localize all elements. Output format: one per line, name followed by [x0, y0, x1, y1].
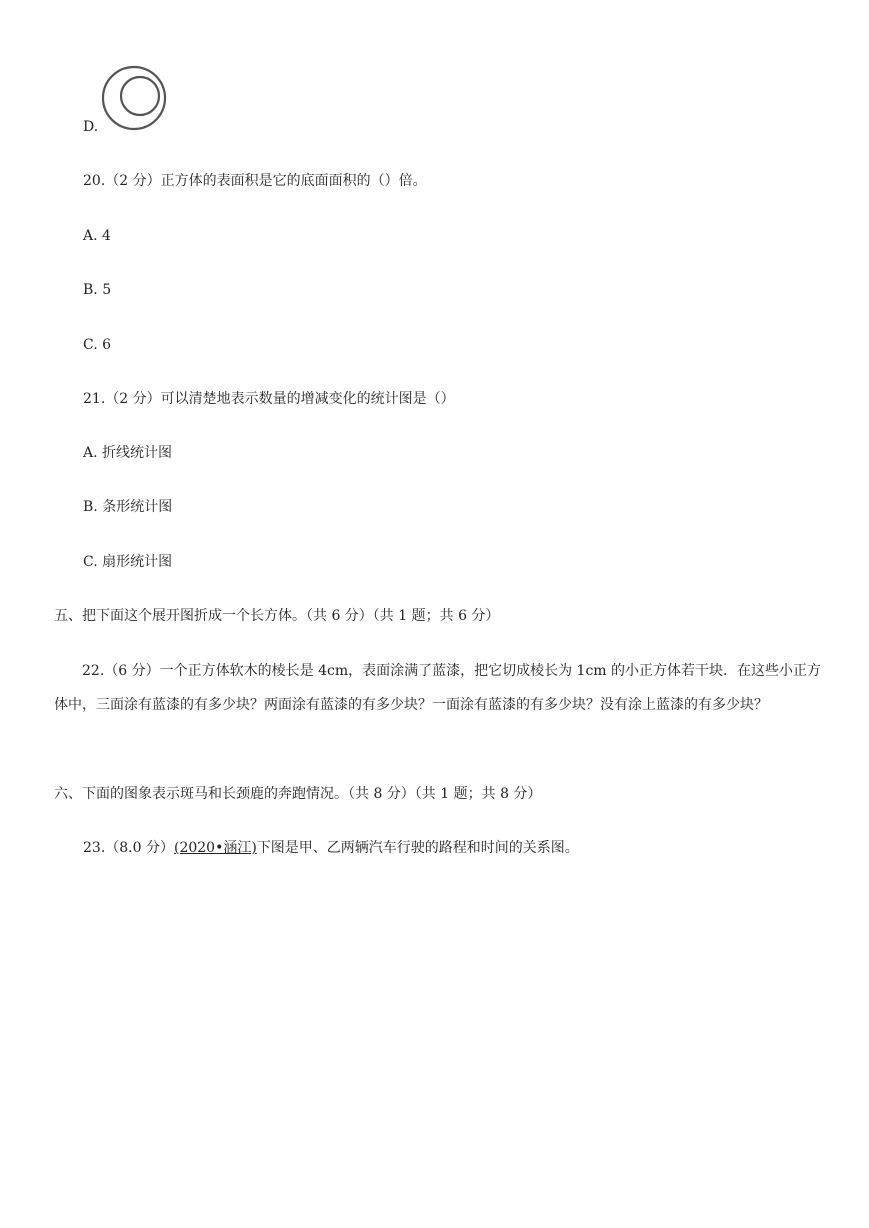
- q21-stem: 21.（2 分）可以清楚地表示数量的增减变化的统计图是（）: [83, 391, 455, 407]
- q20-option-a[interactable]: A. 4: [83, 228, 111, 244]
- q23-prefix: 23.（8.0 分）: [83, 840, 174, 856]
- q21-option-c[interactable]: C. 扇形统计图: [83, 554, 173, 570]
- q23-stem-line: [83, 838, 579, 858]
- q21-option-a[interactable]: A. 折线统计图: [83, 445, 173, 461]
- q20-option-b[interactable]: B. 5: [83, 282, 112, 298]
- section-5-heading: 五、把下面这个展开图折成一个长方体。（共 6 分）（共 1 题；共 6 分）: [54, 608, 500, 624]
- nested-circles-figure: [100, 63, 170, 133]
- q20-option-c[interactable]: C. 6: [83, 337, 112, 353]
- q19-option-d[interactable]: D.: [83, 119, 99, 135]
- q20-stem: 20.（2 分）正方体的表面积是它的底面面积的（）倍。: [83, 173, 427, 189]
- q22-stem: 22.（6 分）一个正方体软木的棱长是 4cm，表面涂满了蓝漆，把它切成棱长为 1cm 的小正方体若干块．在这些小正方体中，三面涂有蓝漆的有多少块？两面涂有蓝漆的有多少块？一面涂有蓝漆的有多少块？没有涂上蓝漆的有多少块？: [54, 663, 822, 713]
- q21-option-b[interactable]: B. 条形统计图: [83, 499, 173, 515]
- q23-source-link[interactable]: (2020•涵江): [173, 840, 257, 856]
- section-6-heading: 六、下面的图象表示斑马和长颈鹿的奔跑情况。（共 8 分）（共 1 题；共 8 分）: [54, 786, 542, 802]
- q23-stem: 下图是甲、乙两辆汽车行驶的路程和时间的关系图。: [256, 840, 579, 856]
